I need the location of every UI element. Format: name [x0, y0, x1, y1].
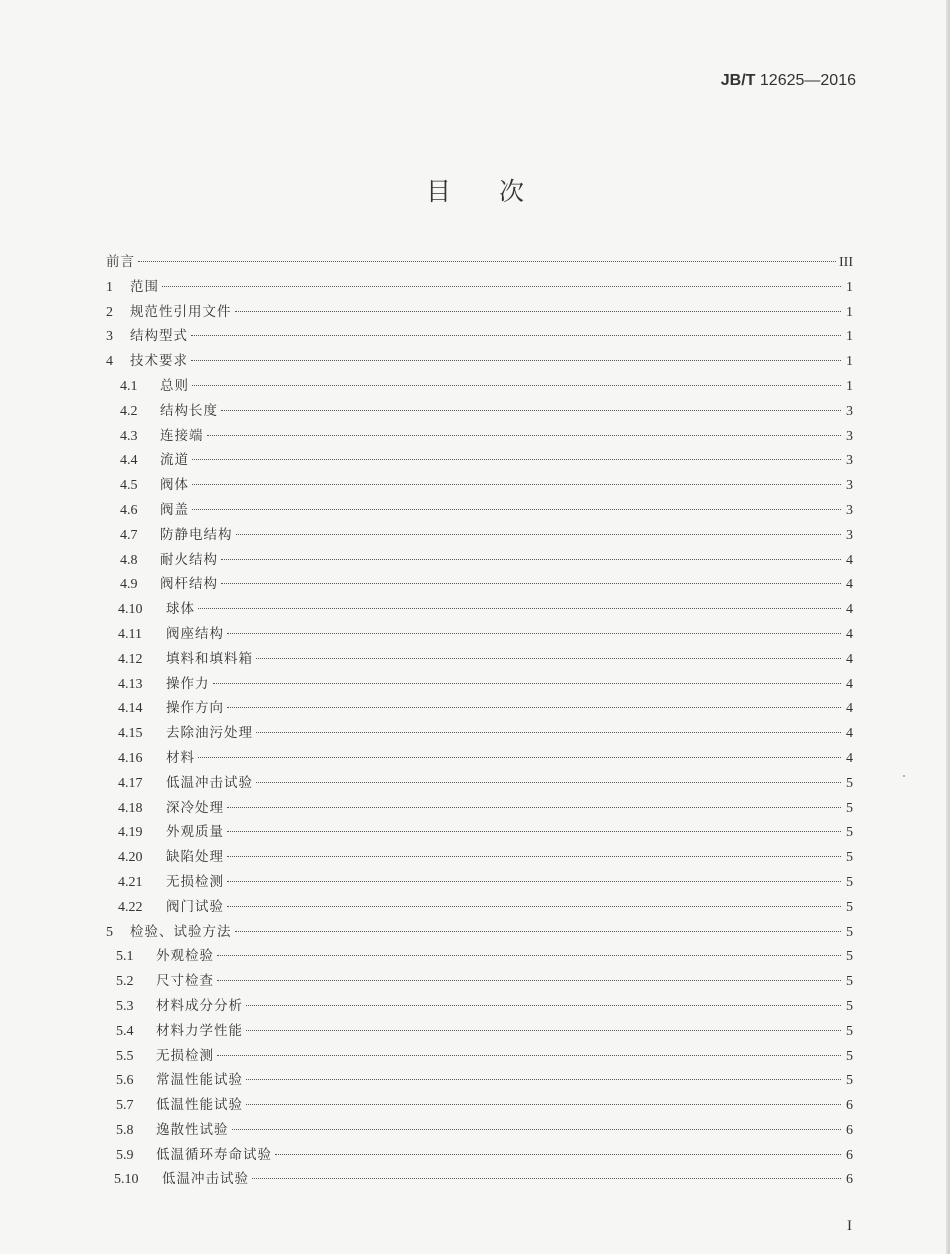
- standard-prefix: JB/T: [720, 72, 756, 89]
- toc-entry-number: 4.8: [120, 552, 138, 568]
- toc-entry-label: 技术要求: [130, 353, 188, 370]
- dot-leader: [235, 931, 842, 932]
- toc-entry-number: 4.1: [120, 378, 138, 394]
- toc-entry[interactable]: [106, 250, 853, 275]
- toc-entry-page: 1: [846, 354, 853, 370]
- toc-entry-label: 外观检验: [156, 948, 214, 965]
- toc-entry[interactable]: [106, 300, 853, 325]
- toc-entry-label: 深冷处理: [166, 799, 224, 816]
- page-number: I: [847, 1218, 852, 1234]
- toc-entry-page: 5: [846, 974, 853, 990]
- toc-entry-number: 4.17: [118, 775, 143, 791]
- dot-leader: [198, 757, 841, 758]
- dot-leader: [192, 385, 841, 386]
- toc-entry-number: 5.8: [116, 1122, 134, 1138]
- dot-leader: [227, 906, 841, 907]
- toc-entry-number: 4.15: [118, 726, 143, 742]
- toc-entry-number: 5.9: [116, 1147, 134, 1163]
- toc-entry-number: 4.13: [118, 676, 143, 692]
- toc-entry-page: 4: [846, 602, 853, 618]
- toc-entry[interactable]: [106, 374, 853, 399]
- toc-entry-page: 6: [846, 1098, 853, 1114]
- toc-entry-number: 2: [106, 304, 113, 320]
- toc-entry-number: 4.4: [120, 453, 138, 469]
- dot-leader: [236, 534, 842, 535]
- toc-entry[interactable]: [106, 920, 853, 945]
- toc-entry-number: 4.18: [118, 800, 143, 816]
- toc-entry-number: 5.1: [116, 949, 134, 965]
- toc-entry[interactable]: [106, 994, 853, 1019]
- toc-entry[interactable]: [106, 647, 853, 672]
- toc-entry[interactable]: [106, 721, 853, 746]
- toc-entry-page: 5: [846, 850, 853, 866]
- toc-entry-label: 材料力学性能: [156, 1022, 243, 1039]
- standard-number: 12625—2016: [759, 72, 856, 89]
- dot-leader: [227, 707, 841, 708]
- toc-entry-label: 无损检测: [166, 873, 224, 890]
- toc-entry-label: 防静电结构: [160, 526, 233, 543]
- toc-entry-number: 5.4: [116, 1023, 134, 1039]
- toc-entry-number: 5.2: [116, 974, 134, 990]
- toc-entry-page: 5: [846, 899, 853, 915]
- toc-entry[interactable]: [106, 1093, 853, 1118]
- scan-speck: [903, 775, 905, 777]
- toc-entry-page: 5: [846, 949, 853, 965]
- dot-leader: [191, 335, 841, 336]
- toc-entry-page: 5: [846, 998, 853, 1014]
- toc-entry-page: 4: [846, 651, 853, 667]
- toc-entry-page: 3: [846, 478, 853, 494]
- toc-entry[interactable]: [106, 448, 853, 473]
- toc-entry-label: 材料: [166, 749, 195, 766]
- toc-entry-page: 4: [846, 676, 853, 692]
- page-title: 目次: [425, 177, 572, 206]
- toc-entry-label: 低温冲击试验: [162, 1171, 249, 1188]
- dot-leader: [213, 683, 842, 684]
- dot-leader: [232, 1129, 842, 1130]
- toc-entry-label: 无损检测: [156, 1047, 214, 1064]
- toc-entry-label: 外观质量: [166, 824, 224, 841]
- toc-entry-label: 耐火结构: [160, 551, 218, 568]
- dot-leader: [275, 1154, 841, 1155]
- toc-entry[interactable]: [106, 870, 853, 895]
- dot-leader: [217, 1055, 841, 1056]
- dot-leader: [227, 831, 841, 832]
- toc-entry-page: 3: [846, 403, 853, 419]
- toc-entry-number: 4.10: [118, 602, 143, 618]
- toc-entry-page: 5: [846, 775, 853, 791]
- toc-entry-label: 常温性能试验: [156, 1072, 243, 1089]
- toc-entry-label: 阀门试验: [166, 898, 224, 915]
- toc-entry-number: 4: [106, 354, 113, 370]
- toc-entry-number: 4.3: [120, 428, 138, 444]
- dot-leader: [252, 1178, 841, 1179]
- toc-entry-page: 5: [846, 1073, 853, 1089]
- toc-entry[interactable]: [106, 498, 853, 523]
- toc-entry-number: 5.5: [116, 1048, 134, 1064]
- toc-entry-label: 结构型式: [130, 328, 188, 345]
- toc-entry-number: 4.7: [120, 527, 138, 543]
- toc-entry-page: 1: [846, 304, 853, 320]
- toc-entry-label: 阀座结构: [166, 625, 224, 642]
- dot-leader: [246, 1079, 841, 1080]
- dot-leader: [198, 608, 841, 609]
- toc-entry-page: 4: [846, 726, 853, 742]
- dot-leader: [162, 286, 841, 287]
- toc-entry-page: 4: [846, 701, 853, 717]
- toc-entry-label: 阀盖: [160, 501, 189, 518]
- toc-entry[interactable]: [106, 820, 853, 845]
- dot-leader: [235, 311, 842, 312]
- toc-entry[interactable]: [106, 696, 853, 721]
- toc-entry[interactable]: [106, 523, 853, 548]
- toc-entry[interactable]: [106, 597, 853, 622]
- toc-entry-label: 操作方向: [166, 700, 224, 717]
- toc-entry-label: 操作力: [166, 675, 210, 692]
- toc-entry-page: 6: [846, 1147, 853, 1163]
- toc-entry-label: 低温性能试验: [156, 1097, 243, 1114]
- dot-leader: [246, 1104, 841, 1105]
- toc-entry-number: 4.19: [118, 825, 143, 841]
- toc-entry-number: 4.9: [120, 577, 138, 593]
- toc-entry-number: 4.21: [118, 874, 143, 890]
- toc-entry-page: 5: [846, 1023, 853, 1039]
- standard-code: [721, 72, 856, 90]
- toc-entry-number: 5.10: [114, 1172, 139, 1188]
- toc-entry-page: 4: [846, 750, 853, 766]
- toc-entry-page: III: [839, 255, 853, 270]
- toc-entry-label: 阀杆结构: [160, 576, 218, 593]
- toc-entry-page: 3: [846, 502, 853, 518]
- toc-entry-label: 低温循环寿命试验: [156, 1146, 272, 1163]
- toc-entry-number: 4.14: [118, 701, 143, 717]
- toc-entry-label: 规范性引用文件: [130, 303, 232, 320]
- toc-entry-label: 低温冲击试验: [166, 774, 253, 791]
- toc-entry[interactable]: [106, 572, 853, 597]
- toc-entry[interactable]: [106, 1143, 853, 1168]
- toc-entry-number: 3: [106, 329, 113, 345]
- toc-entry-number: 4.20: [118, 850, 143, 866]
- toc-entry-number: 4.16: [118, 750, 143, 766]
- dot-leader: [192, 459, 841, 460]
- toc-entry-label: 填料和填料箱: [166, 650, 253, 667]
- toc-entry[interactable]: [106, 1019, 853, 1044]
- toc-entry-page: 5: [846, 1048, 853, 1064]
- toc-entry-page: 4: [846, 626, 853, 642]
- toc-entry[interactable]: [106, 944, 853, 969]
- toc-entry-label: 去除油污处理: [166, 725, 253, 742]
- toc-entry-page: 4: [846, 552, 853, 568]
- toc-entry-label: 流道: [160, 452, 189, 469]
- toc-entry-number: 5.3: [116, 998, 134, 1014]
- toc-entry-page: 1: [846, 329, 853, 345]
- toc-entry-number: 4.12: [118, 651, 143, 667]
- toc-entry[interactable]: [106, 424, 853, 449]
- toc-entry[interactable]: [106, 1044, 853, 1069]
- dot-leader: [221, 410, 841, 411]
- toc-entry[interactable]: [106, 1068, 853, 1093]
- dot-leader: [217, 980, 841, 981]
- toc-entry[interactable]: [106, 746, 853, 771]
- toc-entry-number: 4.11: [118, 626, 142, 642]
- toc-entry-page: 5: [846, 874, 853, 890]
- dot-leader: [227, 856, 841, 857]
- toc-entry[interactable]: [106, 548, 853, 573]
- toc-entry-label: 材料成分分析: [156, 997, 243, 1014]
- toc-entry[interactable]: [106, 349, 853, 374]
- toc-entry-label: 检验、试验方法: [130, 923, 232, 940]
- toc-entry-label: 连接端: [160, 427, 204, 444]
- dot-leader: [138, 261, 836, 262]
- toc-entry[interactable]: [106, 275, 853, 300]
- toc-entry-page: 5: [846, 924, 853, 940]
- toc-entry-page: 4: [846, 577, 853, 593]
- dot-leader: [227, 633, 841, 634]
- toc-entry[interactable]: [106, 895, 853, 920]
- toc-entry-number: 4.5: [120, 478, 138, 494]
- toc-entry-number: 4.2: [120, 403, 138, 419]
- toc-entry[interactable]: [106, 324, 853, 349]
- dot-leader: [256, 732, 841, 733]
- toc-entry-label: 球体: [166, 601, 195, 618]
- toc-entry-label: 阀体: [160, 477, 189, 494]
- toc-entry-number: 4.6: [120, 502, 138, 518]
- toc-entry-number: 5.7: [116, 1098, 134, 1114]
- toc-entry-label: 结构长度: [160, 402, 218, 419]
- dot-leader: [221, 559, 841, 560]
- dot-leader: [221, 583, 841, 584]
- dot-leader: [246, 1005, 841, 1006]
- toc-entry-number: 5.6: [116, 1073, 134, 1089]
- dot-leader: [256, 658, 841, 659]
- toc-entry[interactable]: [106, 1167, 853, 1192]
- dot-leader: [256, 782, 841, 783]
- toc-entry-number: 4.22: [118, 899, 143, 915]
- dot-leader: [192, 509, 841, 510]
- toc-entry-page: 1: [846, 279, 853, 295]
- toc-entry-label: 尺寸检查: [156, 973, 214, 990]
- toc-entry-page: 6: [846, 1172, 853, 1188]
- dot-leader: [192, 484, 841, 485]
- toc-entry[interactable]: [106, 796, 853, 821]
- toc-entry[interactable]: [106, 845, 853, 870]
- dot-leader: [246, 1030, 841, 1031]
- dot-leader: [227, 807, 841, 808]
- toc-entry-page: 3: [846, 527, 853, 543]
- toc-entry-page: 5: [846, 800, 853, 816]
- toc-entry-label: 总则: [160, 377, 189, 394]
- toc-entry-label: 范围: [130, 278, 159, 295]
- toc-entry-page: 3: [846, 428, 853, 444]
- toc-entry-number: 5: [106, 924, 113, 940]
- toc-entry-number: 1: [106, 279, 113, 295]
- toc-entry-page: 1: [846, 378, 853, 394]
- toc-entry-page: 6: [846, 1122, 853, 1138]
- dot-leader: [217, 955, 841, 956]
- toc-entry[interactable]: [106, 672, 853, 697]
- toc-entry[interactable]: [106, 473, 853, 498]
- toc-entry-page: 3: [846, 453, 853, 469]
- toc-entry-label: 缺陷处理: [166, 849, 224, 866]
- toc-entry[interactable]: [106, 622, 853, 647]
- toc-entry[interactable]: [106, 399, 853, 424]
- table-of-contents: [106, 250, 853, 1192]
- toc-entry[interactable]: [106, 771, 853, 796]
- toc-entry-label: 逸散性试验: [156, 1121, 229, 1138]
- dot-leader: [191, 360, 841, 361]
- toc-entry-page: 5: [846, 825, 853, 841]
- toc-entry-label: 前言: [106, 254, 135, 270]
- dot-leader: [227, 881, 841, 882]
- toc-entry[interactable]: [106, 969, 853, 994]
- dot-leader: [207, 435, 842, 436]
- toc-entry[interactable]: [106, 1118, 853, 1143]
